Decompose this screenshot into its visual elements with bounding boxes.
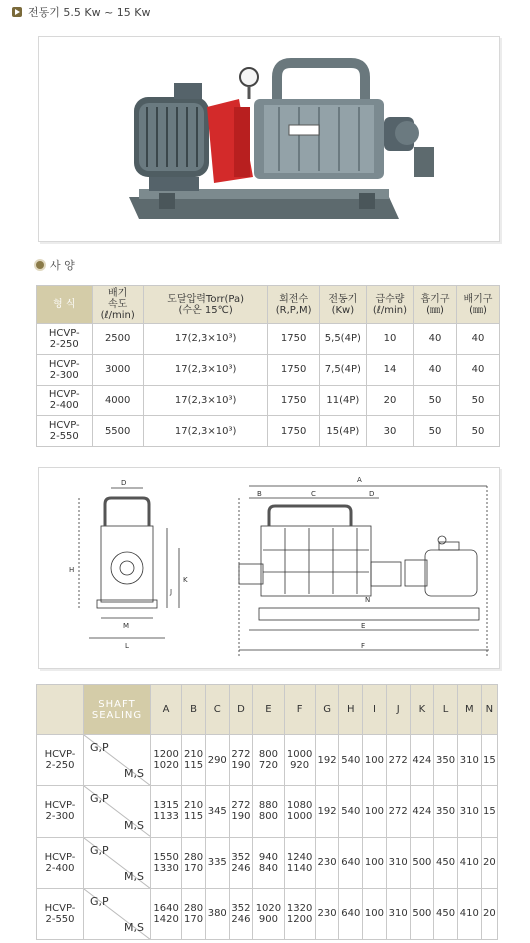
dim-header-m: M (457, 685, 481, 735)
table-row (37, 837, 498, 888)
circle-bullet-icon (36, 261, 44, 269)
table-cell: 1550 1330 (151, 837, 182, 888)
table-cell: 450 (434, 837, 458, 888)
dim-header-g: G (315, 685, 339, 735)
dimension-table (36, 684, 498, 940)
table-cell: 352 246 (229, 888, 253, 939)
table-cell: 210 115 (182, 786, 206, 837)
table-cell: 17(2,3×10³) (143, 416, 268, 447)
table-cell: 15(4P) (319, 416, 366, 447)
table-cell: 290 (205, 735, 229, 786)
vacuum-pump-illustration (39, 37, 499, 241)
table-cell: 280 170 (182, 837, 206, 888)
table-cell: 15 (481, 786, 497, 837)
table-row (37, 385, 500, 416)
table-cell: 500 (410, 888, 434, 939)
table-cell: 500 (410, 837, 434, 888)
label-m: M (123, 622, 130, 630)
table-cell: 800 720 (253, 735, 284, 786)
spec-table (36, 285, 500, 447)
dim-header-f: F (284, 685, 315, 735)
shaft-sealing-header: SHAFT SEALING (84, 685, 151, 735)
seal-gp-label: G,P (90, 843, 109, 857)
table-cell: 410 (457, 888, 481, 939)
table-cell: 192 (315, 786, 339, 837)
pump-photo (38, 36, 500, 242)
table-cell: 40 (414, 324, 457, 355)
table-cell: 540 (339, 786, 363, 837)
table-row (37, 888, 498, 939)
table-row (37, 735, 498, 786)
spec-header-rpm: 회전수 (R,P,M) (268, 286, 319, 324)
model-cell: HCVP- 2-300 (37, 786, 84, 837)
table-cell: 1000 920 (284, 735, 315, 786)
dim-header-l: L (434, 685, 458, 735)
table-cell: 350 (434, 735, 458, 786)
label-j: J (170, 588, 173, 596)
seal-cell (84, 837, 151, 888)
spec-header-outlet: 배기구 (㎜) (456, 286, 499, 324)
seal-ms-label: M,S (124, 869, 144, 883)
table-row (37, 354, 500, 385)
table-cell: 345 (205, 786, 229, 837)
spec-heading (36, 257, 75, 273)
label-k: K (183, 576, 188, 584)
table-cell: 17(2,3×10³) (143, 324, 268, 355)
table-cell: 100 (363, 735, 387, 786)
arrow-bullet-icon (12, 7, 22, 17)
label-e: E (361, 622, 366, 630)
table-cell: 310 (386, 837, 410, 888)
table-cell: 450 (434, 888, 458, 939)
table-cell: 272 (386, 786, 410, 837)
table-cell: 410 (457, 837, 481, 888)
table-cell: 1080 1000 (284, 786, 315, 837)
table-cell: 40 (414, 354, 457, 385)
table-cell: 5500 (92, 416, 143, 447)
section-header (12, 4, 151, 20)
label-d: D (121, 479, 127, 487)
table-cell: 1750 (268, 324, 319, 355)
label-n: N (365, 596, 371, 604)
dim-header-k: K (410, 685, 434, 735)
table-cell: 100 (363, 837, 387, 888)
spec-header-water: 급수량 (ℓ/min) (366, 286, 413, 324)
seal-ms-label: M,S (124, 921, 144, 934)
model-cell: HCVP- 2-300 (37, 354, 93, 385)
table-cell: 1750 (268, 416, 319, 447)
seal-gp-label: G,P (90, 792, 109, 806)
spec-header-model: 형 식 (37, 286, 93, 324)
table-row (37, 324, 500, 355)
table-cell: 310 (386, 888, 410, 939)
table-cell: 17(2,3×10³) (143, 385, 268, 416)
seal-gp-label: G,P (90, 741, 109, 754)
table-cell: 40 (456, 324, 499, 355)
table-cell: 280 170 (182, 888, 206, 939)
model-cell: HCVP- 2-550 (37, 416, 93, 447)
label-l: L (125, 642, 129, 650)
table-cell: 50 (456, 385, 499, 416)
dim-header-n: N (481, 685, 497, 735)
section-title: 전동기 5.5 Kw ~ 15 Kw (28, 6, 151, 19)
table-cell: 14 (366, 354, 413, 385)
dim-header-j: J (386, 685, 410, 735)
table-cell: 15 (481, 735, 497, 786)
table-cell: 540 (339, 735, 363, 786)
table-cell: 7,5(4P) (319, 354, 366, 385)
table-cell: 2500 (92, 324, 143, 355)
model-cell: HCVP- 2-250 (37, 324, 93, 355)
table-cell: 352 246 (229, 837, 253, 888)
table-cell: 424 (410, 735, 434, 786)
dim-header-i: I (363, 685, 387, 735)
label-a: A (357, 476, 362, 484)
spec-heading-label: 사 양 (50, 259, 75, 272)
seal-ms-label: M,S (124, 818, 144, 832)
table-cell: 1315 1133 (151, 786, 182, 837)
dim-header-b: B (182, 685, 206, 735)
seal-cell (84, 888, 151, 939)
table-cell: 335 (205, 837, 229, 888)
table-cell: 940 840 (253, 837, 284, 888)
label-f: F (361, 642, 366, 650)
dim-header-a: A (151, 685, 182, 735)
seal-ms-label: M,S (124, 767, 144, 781)
table-cell: 210 115 (182, 735, 206, 786)
table-cell: 1750 (268, 385, 319, 416)
table-cell: 424 (410, 786, 434, 837)
table-cell: 20 (481, 888, 497, 939)
table-cell: 4000 (92, 385, 143, 416)
table-cell: 272 190 (229, 735, 253, 786)
label-b: B (257, 490, 262, 498)
table-cell: 230 (315, 837, 339, 888)
table-cell: 192 (315, 735, 339, 786)
dim-header-blank (37, 685, 84, 735)
model-cell: HCVP- 2-400 (37, 385, 93, 416)
spec-header-row (37, 286, 500, 324)
spec-header-motor: 전동기 (Kw) (319, 286, 366, 324)
table-cell: 1750 (268, 354, 319, 385)
dim-header-d: D (229, 685, 253, 735)
model-cell: HCVP- 2-550 (37, 888, 84, 939)
table-cell: 17(2,3×10³) (143, 354, 268, 385)
dim-header-c: C (205, 685, 229, 735)
table-cell: 310 (457, 786, 481, 837)
dim-header-h: H (339, 685, 363, 735)
dim-header-e: E (253, 685, 284, 735)
table-cell: 380 (205, 888, 229, 939)
dim-header-row (37, 685, 498, 735)
table-cell: 1200 1020 (151, 735, 182, 786)
table-cell: 310 (457, 735, 481, 786)
table-cell: 10 (366, 324, 413, 355)
table-cell: 272 190 (229, 786, 253, 837)
table-row (37, 416, 500, 447)
table-cell: 350 (434, 786, 458, 837)
table-cell: 5,5(4P) (319, 324, 366, 355)
table-cell: 1020 900 (253, 888, 284, 939)
label-h: H (69, 566, 75, 574)
table-cell: 100 (363, 786, 387, 837)
seal-gp-label: G,P (90, 894, 109, 908)
table-cell: 3000 (92, 354, 143, 385)
label-c: C (311, 490, 316, 498)
table-cell: 1320 1200 (284, 888, 315, 939)
table-cell: 230 (315, 888, 339, 939)
spec-header-pressure: 도달압력Torr(Pa) (수온 15℃) (143, 286, 268, 324)
table-cell: 50 (414, 385, 457, 416)
model-cell: HCVP- 2-250 (37, 735, 84, 786)
dimension-drawing (38, 467, 500, 669)
spec-header-inlet: 흡기구 (㎜) (414, 286, 457, 324)
table-cell: 20 (481, 837, 497, 888)
table-cell: 11(4P) (319, 385, 366, 416)
dimension-drawing-svg (39, 468, 499, 668)
table-cell: 50 (456, 416, 499, 447)
table-cell: 880 800 (253, 786, 284, 837)
table-cell: 20 (366, 385, 413, 416)
label-d2: D (369, 490, 375, 498)
table-cell: 1240 1140 (284, 837, 315, 888)
table-row (37, 786, 498, 837)
seal-cell (84, 786, 151, 837)
seal-cell (84, 735, 151, 786)
spec-header-speed: 배기 속도 (ℓ/min) (92, 286, 143, 324)
table-cell: 640 (339, 888, 363, 939)
table-cell: 40 (456, 354, 499, 385)
table-cell: 30 (366, 416, 413, 447)
table-cell: 272 (386, 735, 410, 786)
table-cell: 640 (339, 837, 363, 888)
table-cell: 1640 1420 (151, 888, 182, 939)
table-cell: 100 (363, 888, 387, 939)
model-cell: HCVP- 2-400 (37, 837, 84, 888)
table-cell: 50 (414, 416, 457, 447)
